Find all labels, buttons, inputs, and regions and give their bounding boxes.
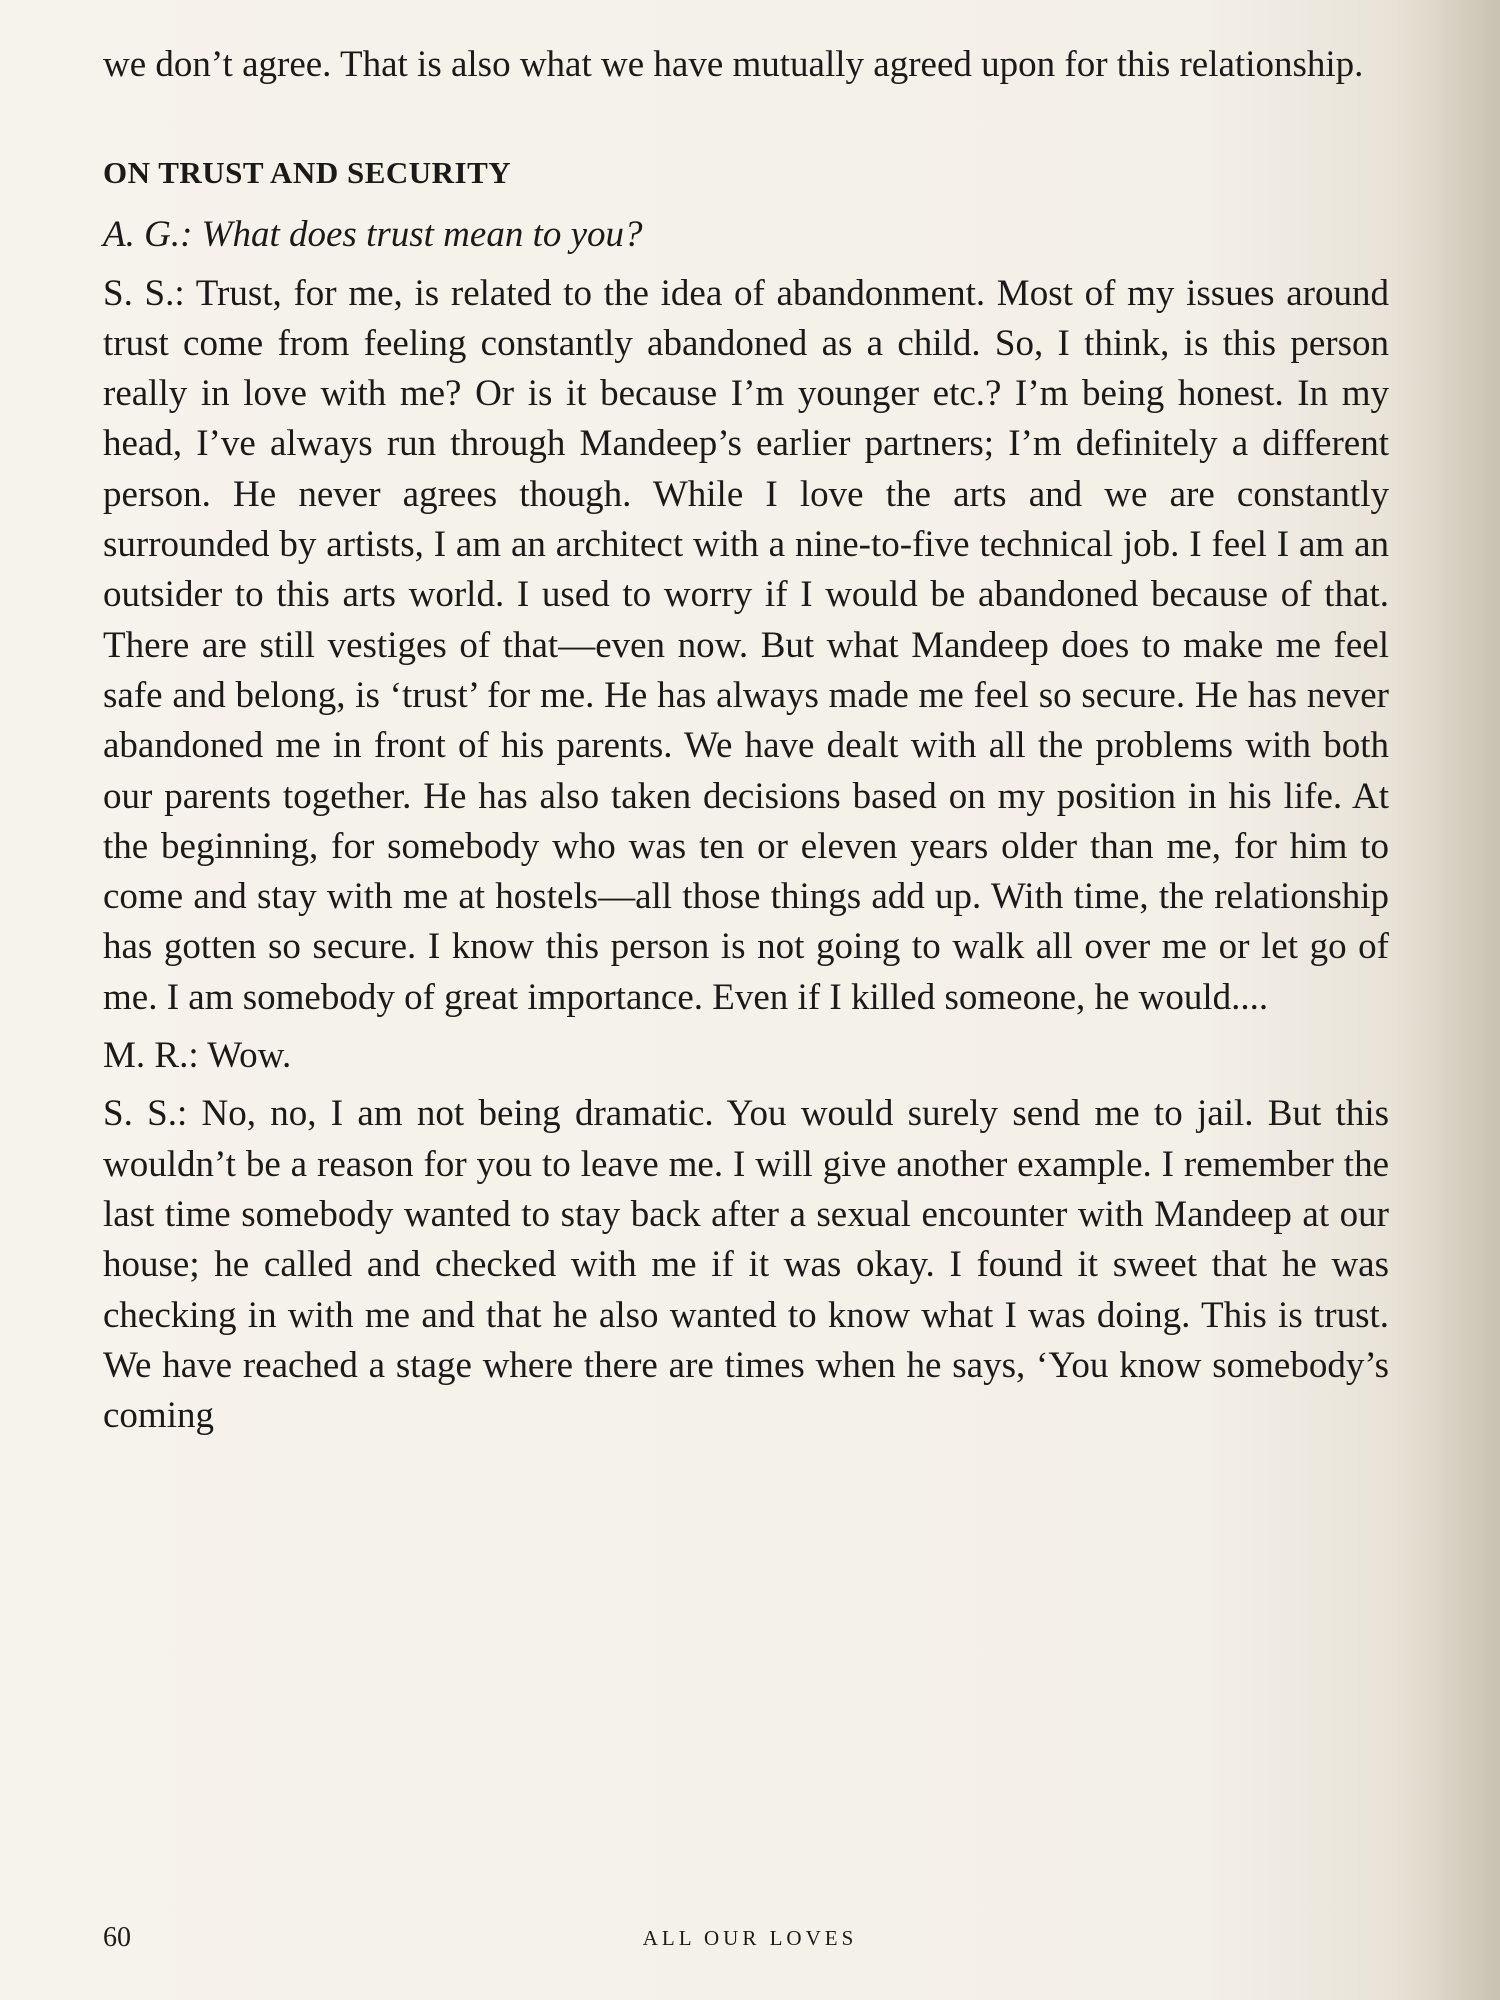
interview-question [103, 210, 1389, 260]
opening-paragraph: we don’t agree. That is also what we have mutually agreed upon for this relationship. [103, 44, 1364, 85]
page-body [103, 40, 1389, 1441]
question-text: What does trust mean to you? [201, 214, 643, 256]
answer-paragraph-1: S. S.: Trust, for me, is related to the idea of abandonment. Most of my issues around trust come from feeling constantly abandoned as a child. So, I think, is this person really in love with me? Or is it because I’m younger etc.? I’m being honest. In my head, I’ve always run through Mandeep’s earlier partners; I’m definitely a different person. He never agrees though. While I love the arts and we are constantly surrounded by artists, I am an architect with a nine-to-five technical job. I feel I am an outsider to this arts world. I used to worry if I would be abandoned because of that. There are still vestiges of that—even now. But what Mandeep does to make me feel safe and belong, is ‘trust’ for me. He has always made me feel so secure. He has never abandoned me in front of his parents. We have dealt with all the problems with both our parents together. He has also taken decisions based on my position in his life. At the beginning, for somebody who was ten or eleven years older than me, for him to come and stay with me at hostels—all those things add up. With time, the relationship has gotten so secure. I know this person is not going to walk all over me or let go of me. I am somebody of great importance. Even if I killed someone, he would.... [103, 272, 1389, 1018]
section-heading: ON TRUST AND SECURITY [103, 155, 512, 191]
running-title: ALL OUR LOVES [642, 1926, 858, 1950]
page-number: 60 [103, 1922, 131, 1953]
interjection: M. R.: Wow. [103, 1035, 292, 1077]
question-speaker: A. G.: [103, 214, 193, 256]
answer-paragraph-2: S. S.: No, no, I am not being dramatic. You would surely send me to jail. But this wouldn’t be a reason for you to leave me. I will give another example. I remember the last time somebody wanted to stay back after a sexual encounter with Mandeep at our house; he called and checked with me if it was okay. I found it sweet that he was checking in with me and that he also wanted to know what I was doing. This is trust. We have reached a stage where there are times when he says, ‘You know somebody’s coming [103, 1093, 1389, 1437]
page-edge-shadow [1390, 0, 1500, 2000]
